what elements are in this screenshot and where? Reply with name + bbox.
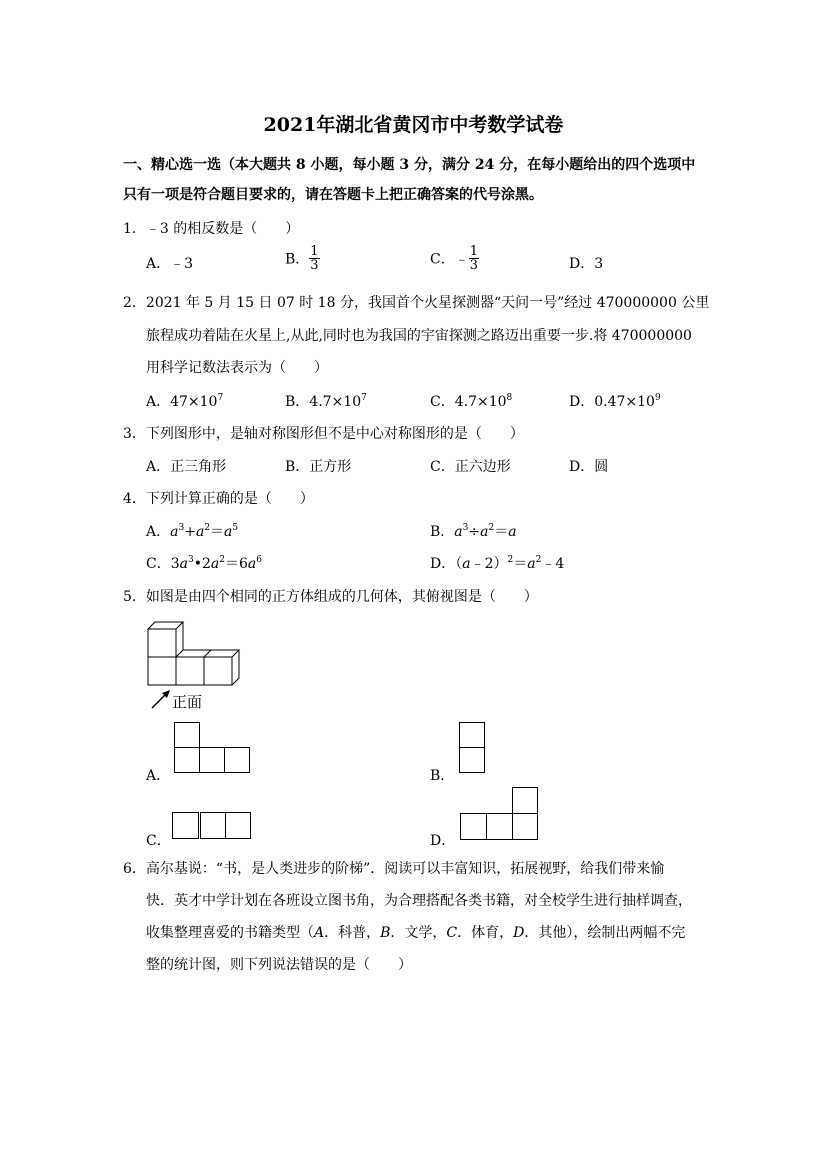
category-letter: C [446,925,458,941]
expression: ﹣2） [470,556,508,572]
text-segment: ．文学， [390,925,447,941]
expression: ﹣4 [541,556,565,572]
text-segment: 收集整理喜爱的书籍类型（ [146,925,314,941]
operator: ＝ [513,556,528,572]
q1-option-b-label: B． [285,251,310,268]
q2-line-1: 2．2021 年 5 月 15 日 07 时 18 分，我国首个火星探测器“天问一号”经过 470000000 公里 [123,295,710,311]
exponent: 7 [217,393,224,403]
exponent: 6 [256,555,263,565]
option-label: D．（ [430,556,463,572]
q1-option-c-fraction [469,245,479,272]
coefficient: 6 [239,556,248,572]
section-instruction-line-1: 一、精心选一选（本大题共 8 小题，每小题 3 分，满分 24 分，在每小题给出的四个选项中 [123,157,696,173]
q5-option-c-figure [172,812,254,842]
operator: ÷ [468,524,481,540]
operator: ＝ [225,556,239,572]
variable: a [480,524,489,540]
q5-option-a-figure [174,722,254,776]
exponent: 2 [204,523,211,533]
q2-option-b [285,391,367,411]
exponent: 3 [462,523,469,533]
option-text: D．0.47×10 [569,394,655,410]
option-text: B．4.7×10 [285,394,362,410]
exponent: 3 [178,523,185,533]
page-title: 2021年湖北省黄冈市中考数学试卷 [263,114,564,136]
exponent: 3 [188,555,194,565]
q1-option-d: D．3 [569,256,604,272]
q3-stem: 3．下列图形中，是轴对称图形但不是中心对称图形的是（ ） [123,426,524,442]
text-segment: ．体育， [457,925,514,941]
operator: ＝ [494,524,509,540]
exponent: 2 [507,555,514,565]
variable: a [210,556,220,572]
front-view-label: 正面 [172,693,203,711]
option-label: B． [430,524,455,540]
operator: + [184,524,196,540]
q6-line-4: 整的统计图，则下列说法错误的是（ ） [146,957,412,973]
q5-stem: 5．如图是由四个相同的正方体组成的几何体，其俯视图是（ ） [123,589,538,605]
coefficient: 3 [170,556,180,572]
q5-option-d-figure [460,787,542,843]
q4-option-b [430,521,517,541]
text-segment: ．科普， [324,925,381,941]
q4-stem: 4．下列计算正确的是（ ） [123,491,314,507]
q4-option-d [430,553,564,573]
fraction-denominator: 3 [310,258,319,273]
q6-line-1: 6．高尔基说：“书，是人类进步的阶梯”．阅读可以丰富知识，拓展视野，给我们带来愉 [123,861,665,877]
q2-line-2: 旅程成功着陆在火星上,从此,同时也为我国的宇宙探测之路迈出重要一步.将 470000000 [146,328,692,344]
exponent: 2 [219,555,225,565]
variable: a [224,524,233,540]
q5-option-c-label: C． [146,833,171,849]
variable: a [508,524,517,540]
option-label: A． [146,524,171,540]
q1-option-a: A．﹣3 [146,256,194,272]
exponent: 7 [361,393,367,403]
exponent: 2 [535,555,542,565]
q5-option-b-figure [459,722,489,776]
variable: a [170,524,179,540]
variable: a [195,524,205,540]
option-text: A．47×10 [146,394,218,410]
text-segment: ．其他），绘制出两幅不完 [524,925,686,941]
fraction-numerator: 1 [310,244,319,259]
q4-option-a [146,521,238,541]
exponent: 2 [488,523,495,533]
variable: a [462,556,471,572]
q3-option-b: B．正方形 [285,459,352,475]
q1-option-c-label: C．﹣ [430,251,469,268]
category-letter: A [314,925,325,941]
q5-option-b-label: B． [430,768,455,784]
section-instruction-line-2: 只有一项是符合题目要求的，请在答题卡上把正确答案的代号涂黑。 [123,187,543,203]
operator: ＝ [210,524,225,540]
q3-option-d: D．圆 [569,459,609,475]
q2-option-c [430,391,512,411]
q1-option-c [430,245,479,272]
fraction-denominator: 3 [469,258,478,273]
q2-line-3: 用科学记数法表示为（ ） [146,360,328,376]
q1-option-b-fraction [309,245,319,272]
q3-option-a: A．正三角形 [146,459,227,475]
variable: a [527,556,536,572]
q3-option-c: C．正六边形 [430,459,511,475]
q5-option-d-label: D． [430,833,456,849]
variable: a [179,556,188,572]
exponent: 5 [232,523,239,533]
q1-stem: 1．﹣3 的相反数是（ ） [123,221,300,237]
variable: a [454,524,463,540]
category-letter: D [513,925,525,941]
q5-option-a-label: A． [146,768,171,784]
q2-option-d [569,391,661,411]
variable: a [247,556,257,572]
operator: •2 [193,556,211,572]
exponent: 9 [654,393,661,403]
option-label: C． [146,556,171,572]
q2-option-a [146,391,223,411]
q6-line-2: 快．英才中学计划在各班设立图书角，为合理搭配各类书籍，对全校学生进行抽样调查， [146,893,692,909]
category-letter: B [380,925,391,941]
exponent: 8 [506,393,513,403]
q1-option-b [285,245,320,272]
q4-option-c [146,553,262,573]
option-text: C．4.7×10 [430,394,507,410]
fraction-numerator: 1 [469,244,478,259]
q6-line-3 [146,922,685,942]
